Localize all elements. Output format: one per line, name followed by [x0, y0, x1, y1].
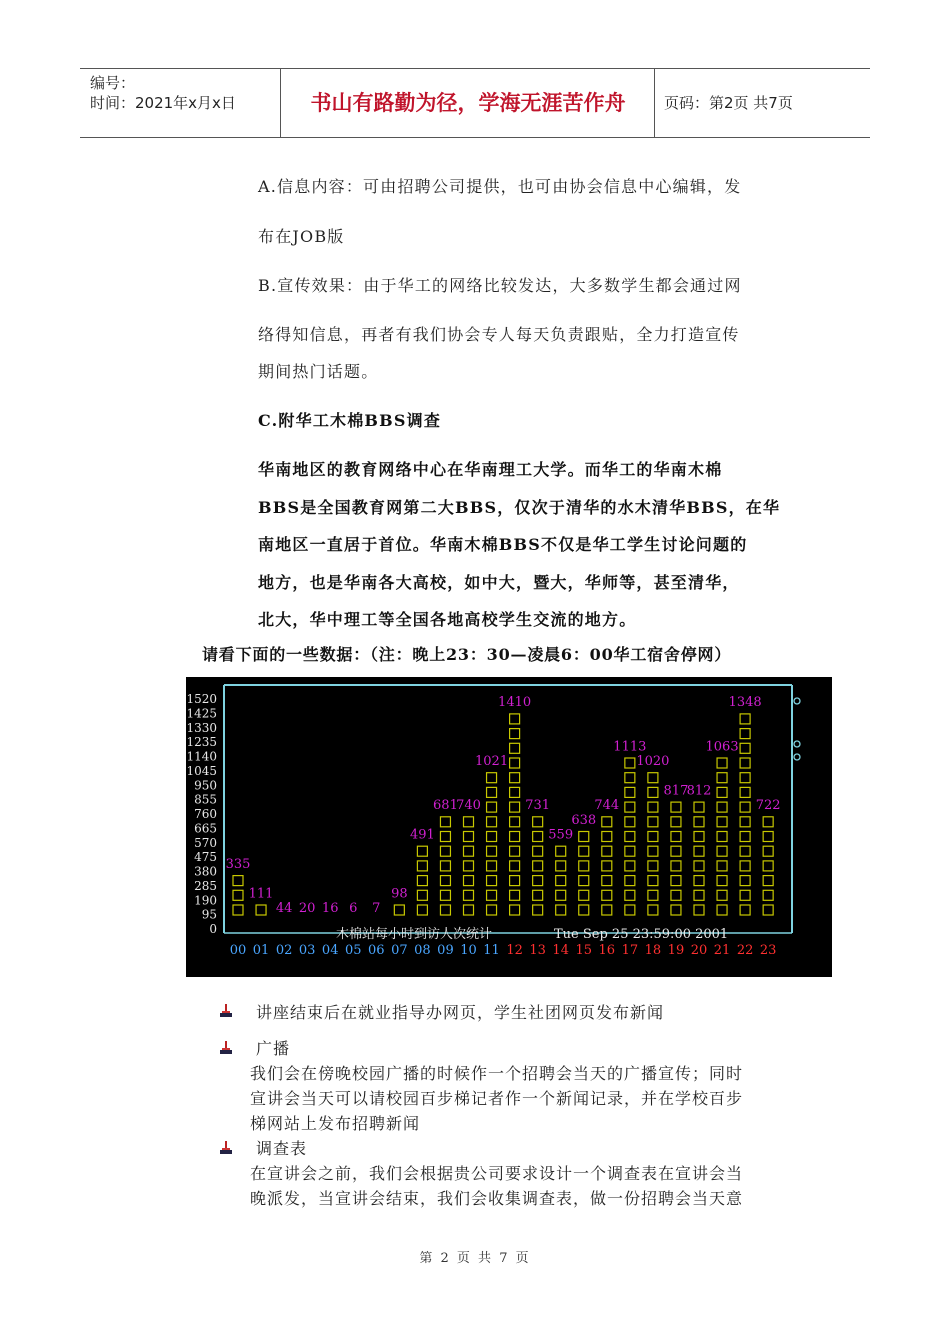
broadcast-line: 宣讲会当天可以请校园百步梯记者作一个新闻记录，并在学校百步	[250, 1089, 744, 1108]
bar-box	[740, 832, 750, 842]
bar-box	[694, 890, 704, 900]
bar-box	[256, 905, 266, 915]
bar-box	[740, 758, 750, 768]
hour-label: 19	[667, 943, 685, 958]
bar-box	[440, 832, 450, 842]
section-a-line2: 布在JOB版	[258, 227, 345, 246]
bar-box	[648, 817, 658, 827]
bbs-hourly-chart	[186, 677, 832, 977]
bar-box	[763, 861, 773, 871]
bar-box	[464, 846, 474, 856]
y-tick-label: 1235	[186, 735, 217, 750]
hour-label: 16	[598, 943, 616, 958]
bar-box	[510, 846, 520, 856]
bar-box	[625, 832, 635, 842]
section-c-line: 南地区一直居于首位。华南木棉BBS不仅是华工学生讨论问题的	[258, 535, 748, 554]
bullet-lecture-text: 讲座结束后在就业指导办网页，学生社团网页发布新闻	[256, 1003, 665, 1022]
bar-box	[417, 905, 427, 915]
bar-box	[510, 729, 520, 739]
y-tick-label: 475	[194, 850, 217, 865]
bar-box	[625, 890, 635, 900]
bar-box	[487, 846, 497, 856]
bar-box	[487, 817, 497, 827]
chart-caption: 木棉站每小时到访人次统计	[336, 927, 493, 942]
y-tick-label: 1140	[186, 749, 217, 764]
bar-value-label: 1063	[705, 739, 739, 755]
bar-box	[763, 890, 773, 900]
bar-value-label: 1113	[613, 739, 647, 755]
bar-box	[487, 876, 497, 886]
bar-box	[487, 773, 497, 783]
bar-box	[740, 861, 750, 871]
bar-box	[763, 832, 773, 842]
bar-box	[602, 846, 612, 856]
bar-value-label: 731	[525, 798, 551, 814]
number-label: 编号：	[90, 74, 136, 92]
section-c-line: 华南地区的教育网络中心在华南理工大学。而华工的华南木棉	[258, 460, 723, 479]
bar-box	[717, 817, 727, 827]
bar-value-label: 20	[298, 901, 316, 916]
motto: 书山有路勤为径，学海无涯苦作舟	[310, 91, 626, 115]
bar-box	[740, 787, 750, 797]
bar-value-label: 681	[433, 798, 458, 814]
chart-timestamp: Tue Sep 25 23:59:00 2001	[554, 927, 729, 942]
bar-box	[740, 802, 750, 812]
y-tick-label: 950	[194, 778, 217, 793]
bar-box	[671, 890, 681, 900]
bar-box	[717, 773, 727, 783]
bar-box	[556, 890, 566, 900]
bar-box	[602, 861, 612, 871]
bar-box	[510, 714, 520, 724]
section-c-line: BBS是全国教育网第二大BBS，仅次于清华的水木清华BBS，在华	[258, 498, 781, 517]
hour-label: 18	[644, 943, 662, 958]
hour-label: 05	[344, 943, 362, 958]
bar-box	[579, 861, 589, 871]
bar-box	[487, 861, 497, 871]
bar-box	[671, 832, 681, 842]
bar-box	[625, 817, 635, 827]
bar-box	[648, 905, 658, 915]
bullet-icon	[219, 1040, 233, 1056]
bar-box	[717, 876, 727, 886]
survey-line: 在宣讲会之前，我们会根据贵公司要求设计一个调查表在宣讲会当	[250, 1164, 744, 1183]
bar-box	[717, 832, 727, 842]
bar-box	[625, 773, 635, 783]
bar-box	[579, 905, 589, 915]
hour-label: 17	[621, 943, 639, 958]
bar-box	[417, 876, 427, 886]
bar-box	[579, 846, 589, 856]
bar-box	[763, 876, 773, 886]
bar-box	[717, 890, 727, 900]
bar-box	[740, 714, 750, 724]
bar-box	[671, 802, 681, 812]
bar-box	[740, 876, 750, 886]
bar-box	[717, 846, 727, 856]
bar-box	[510, 861, 520, 871]
y-tick-label: 1520	[186, 692, 217, 706]
bar-box	[533, 905, 543, 915]
broadcast-title: 广播	[256, 1039, 291, 1058]
bar-value-label: 1410	[498, 695, 532, 711]
side-marker	[794, 754, 800, 760]
chart-svg	[186, 677, 832, 977]
hour-label: 11	[483, 943, 500, 958]
hour-label: 21	[713, 943, 731, 958]
bar-box	[763, 817, 773, 827]
bar-box	[625, 905, 635, 915]
bar-box	[648, 787, 658, 797]
bar-box	[510, 758, 520, 768]
hour-label: 03	[298, 943, 316, 958]
side-marker	[794, 741, 800, 747]
hour-label: 20	[690, 943, 708, 958]
bar-box	[440, 890, 450, 900]
bar-box	[510, 876, 520, 886]
bar-box	[533, 890, 543, 900]
hour-label: 23	[759, 943, 777, 958]
bar-box	[417, 890, 427, 900]
bar-box	[510, 743, 520, 753]
bar-box	[510, 773, 520, 783]
survey-line: 晚派发，当宣讲会结束，我们会收集调查表，做一份招聘会当天意	[250, 1189, 744, 1208]
bar-box	[694, 817, 704, 827]
broadcast-line: 梯网站上发布招聘新闻	[250, 1114, 421, 1133]
hour-label: 01	[252, 943, 270, 958]
bar-box	[694, 846, 704, 856]
bar-box	[671, 861, 681, 871]
hour-label: 08	[414, 943, 431, 958]
bar-value-label: 491	[409, 827, 435, 843]
bar-box	[763, 846, 773, 856]
bar-box	[417, 861, 427, 871]
bar-box	[533, 846, 543, 856]
bar-value-label: 111	[248, 886, 274, 902]
bar-box	[625, 787, 635, 797]
bar-box	[440, 861, 450, 871]
bar-box	[510, 787, 520, 797]
bar-box	[717, 787, 727, 797]
bar-box	[464, 890, 474, 900]
section-b-line2: 络得知信息，再者有我们协会专人每天负责跟贴，全力打造宣传	[258, 325, 740, 344]
y-tick-label: 285	[194, 878, 217, 893]
bar-box	[602, 890, 612, 900]
bar-box	[648, 861, 658, 871]
bar-value-label: 812	[686, 783, 712, 799]
bar-box	[510, 802, 520, 812]
bar-box	[602, 876, 612, 886]
y-tick-label: 665	[194, 821, 217, 836]
bar-value-label: 44	[275, 901, 293, 916]
hour-label: 06	[368, 943, 385, 958]
y-tick-label: 190	[194, 893, 217, 908]
section-b-line1: B.宣传效果：由于华工的网络比较发达，大多数学生都会通过网	[258, 276, 742, 295]
y-tick-label: 760	[194, 807, 217, 821]
bar-value-label: 722	[755, 798, 781, 814]
bullet-icon	[219, 1003, 233, 1019]
section-c-line: 地方，也是华南各大高校，如中大，暨大，华师等，甚至清华，	[258, 573, 740, 592]
survey-title: 调查表	[256, 1139, 308, 1158]
bar-box	[694, 861, 704, 871]
bar-box	[233, 876, 243, 886]
bar-box	[717, 802, 727, 812]
hour-label: 07	[391, 943, 408, 958]
bar-box	[233, 905, 243, 915]
y-tick-label: 95	[201, 907, 217, 922]
hour-label: 15	[575, 943, 593, 958]
bar-box	[533, 832, 543, 842]
bar-box	[648, 876, 658, 886]
bar-box	[533, 861, 543, 871]
bar-box	[440, 876, 450, 886]
bar-box	[487, 832, 497, 842]
bar-value-label: 7	[372, 901, 381, 916]
header-meta	[90, 73, 236, 113]
bar-value-label: 98	[391, 886, 408, 902]
section-b-line3: 期间热门话题。	[258, 362, 379, 381]
page-number-label: 页码：第2页 共7页	[664, 94, 793, 112]
bar-box	[533, 876, 543, 886]
bar-box	[671, 876, 681, 886]
bar-box	[694, 832, 704, 842]
bar-box	[556, 905, 566, 915]
bar-box	[417, 846, 427, 856]
bar-box	[602, 832, 612, 842]
hour-label: 14	[552, 943, 569, 958]
bar-box	[510, 905, 520, 915]
bar-box	[579, 890, 589, 900]
hour-label: 04	[321, 943, 339, 958]
bar-box	[233, 890, 243, 900]
page-header	[80, 68, 870, 138]
bar-value-label: 817	[663, 783, 689, 799]
bar-box	[510, 832, 520, 842]
bar-box	[648, 846, 658, 856]
broadcast-line: 我们会在傍晚校园广播的时候作一个招聘会当天的广播宣传；同时	[250, 1064, 744, 1083]
y-tick-label: 855	[194, 792, 217, 807]
bar-value-label: 1020	[636, 754, 670, 769]
bar-box	[625, 876, 635, 886]
bar-value-label: 744	[594, 798, 620, 814]
bar-box	[694, 876, 704, 886]
bar-box	[464, 876, 474, 886]
bar-box	[602, 817, 612, 827]
bar-box	[579, 832, 589, 842]
bar-box	[694, 802, 704, 812]
bar-box	[648, 773, 658, 783]
bar-value-label: 6	[349, 901, 358, 916]
bar-value-label: 1348	[728, 695, 762, 711]
bar-value-label: 1021	[475, 754, 509, 769]
bar-box	[625, 861, 635, 871]
date-label: 时间：2021年x月x日	[90, 94, 236, 112]
bar-box	[740, 817, 750, 827]
bar-box	[487, 802, 497, 812]
bar-box	[694, 905, 704, 915]
hour-label: 09	[437, 943, 454, 958]
section-c-title: C.附华工木棉BBS调查	[258, 411, 442, 430]
bar-box	[740, 743, 750, 753]
bar-box	[717, 861, 727, 871]
bar-box	[625, 802, 635, 812]
hour-label: 22	[736, 943, 754, 958]
y-tick-label: 1045	[186, 763, 217, 778]
bar-box	[556, 846, 566, 856]
bar-box	[763, 905, 773, 915]
hour-label: 02	[275, 943, 293, 958]
bar-box	[625, 846, 635, 856]
y-tick-label: 1425	[186, 706, 217, 721]
bar-box	[625, 758, 635, 768]
bar-box	[740, 846, 750, 856]
bar-box	[556, 861, 566, 871]
bar-value-label: 740	[456, 798, 481, 814]
section-a-line1: A.信息内容：可由招聘公司提供，也可由协会信息中心编辑，发	[258, 177, 742, 196]
bar-box	[440, 846, 450, 856]
bar-value-label: 559	[548, 827, 574, 843]
bar-box	[440, 817, 450, 827]
bar-box	[487, 890, 497, 900]
bar-box	[487, 787, 497, 797]
hour-label: 00	[229, 943, 247, 958]
hour-label: 10	[460, 943, 477, 958]
y-tick-label: 380	[194, 864, 217, 879]
bar-box	[556, 876, 566, 886]
y-tick-label: 0	[209, 922, 217, 936]
bar-box	[671, 905, 681, 915]
bar-box	[510, 817, 520, 827]
bar-box	[579, 876, 589, 886]
y-tick-label: 1330	[186, 720, 217, 735]
bar-box	[440, 905, 450, 915]
bar-box	[740, 890, 750, 900]
bar-box	[671, 817, 681, 827]
bullet-icon	[219, 1140, 233, 1156]
bar-box	[464, 832, 474, 842]
bar-box	[648, 832, 658, 842]
bar-box	[671, 846, 681, 856]
bar-value-label: 16	[321, 901, 339, 916]
section-c-line: 北大，华中理工等全国各地高校学生交流的地方。	[258, 610, 637, 629]
y-tick-label: 570	[194, 835, 217, 850]
bar-value-label: 335	[225, 856, 251, 872]
bar-box	[740, 729, 750, 739]
bar-box	[464, 817, 474, 827]
data-intro: 请看下面的一些数据：（注：晚上23：30—凌晨6：00华工宿舍停网）	[202, 645, 732, 664]
bar-box	[648, 890, 658, 900]
bar-box	[464, 905, 474, 915]
bar-box	[717, 905, 727, 915]
bar-box	[394, 905, 404, 915]
bar-box	[464, 861, 474, 871]
bar-box	[717, 758, 727, 768]
bar-value-label: 638	[571, 812, 597, 828]
hour-label: 13	[529, 943, 546, 958]
bar-box	[487, 905, 497, 915]
bar-box	[533, 817, 543, 827]
bar-box	[510, 890, 520, 900]
side-marker	[794, 698, 800, 704]
hour-label: 12	[506, 943, 523, 958]
bar-box	[602, 905, 612, 915]
bar-box	[648, 802, 658, 812]
bar-box	[740, 773, 750, 783]
bar-box	[740, 905, 750, 915]
page-footer: 第 2 页 共 7 页	[419, 1251, 531, 1266]
